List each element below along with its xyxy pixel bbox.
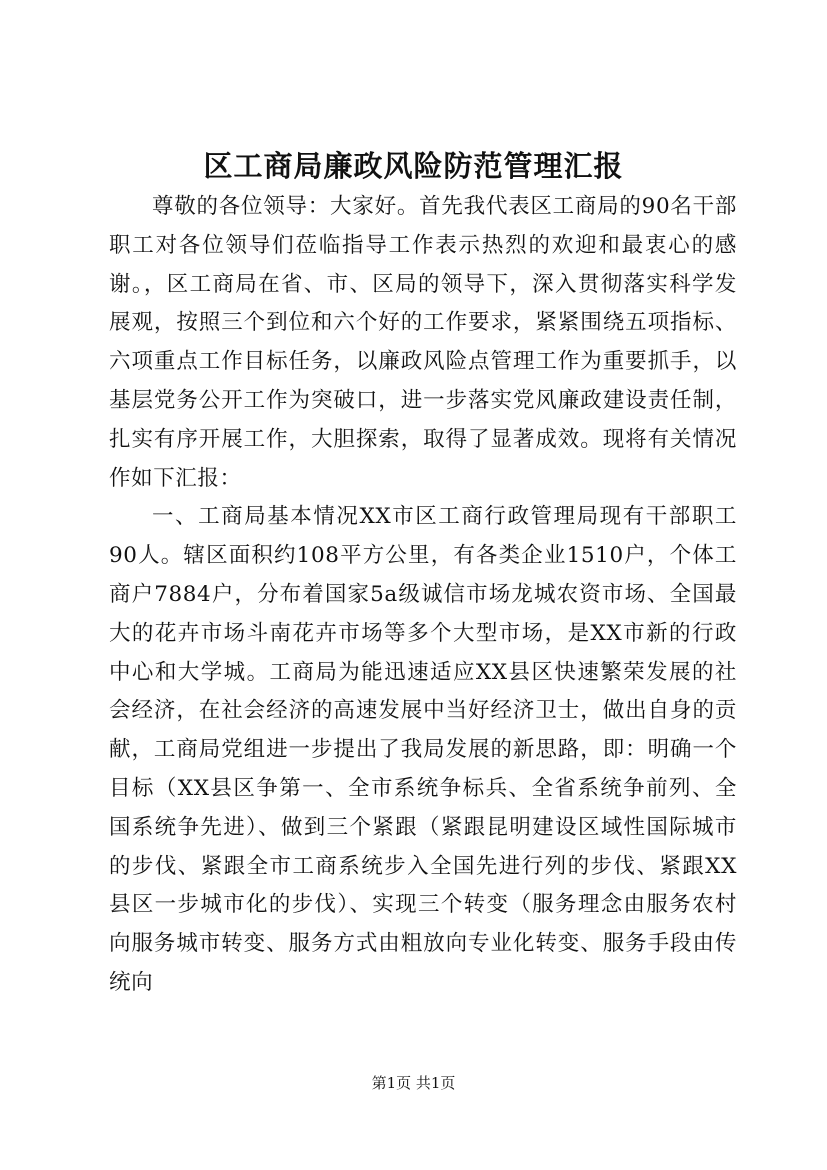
page-number-footer: 第1页 共1页 [371,1074,456,1092]
document-body [109,188,737,1003]
paragraph-greeting: 尊敬的各位领导：大家好。首先我代表区工商局的90名干部职工对各位领导们莅临指导工作表示热烈的欢迎和最衷心的感谢。，区工商局在省、市、区局的领导下，深入贯彻落实科学发展观，按照三个到位和六个好的工作要求，紧紧围绕五项指标、六项重点工作目标任务，以廉政风险点管理工作为重要抓手，以基层党务公开工作为突破口，进一步落实党风廉政建设责任制，扎实有序开展工作，大胆探索，取得了显著成效。现将有关情况作如下汇报： [109,194,737,491]
document-title: 区工商局廉政风险防范管理汇报 [203,149,624,183]
paragraph-basic-info: 一、工商局基本情况XX市区工商行政管理局现有干部职工90人。辖区面积约108平方公里，有各类企业1510户，个体工商户7884户，分布着国家5a级诚信市场龙城农资市场、全国最大的花卉市场斗南花卉市场等多个大型市场，是XX市新的行政中心和大学城。工商局为能迅速适应XX县区快速繁荣发展的社会经济，在社会经济的高速发展中当好经济卫士，做出自身的贡献，工商局党组进一步提出了我局发展的新思路，即：明确一个目标（XX县区争第一、全市系统争标兵、全省系统争前列、全国系统争先进）、做到三个紧跟（紧跟昆明建设区域性国际城市的步伐、紧跟全市工商系统步入全国先进行列的步伐、紧跟XX县区一步城市化的步伐）、实现三个转变（服务理念由服务农村向服务城市转变、服务方式由粗放向专业化转变、服务手段由传统向 [109,504,737,995]
